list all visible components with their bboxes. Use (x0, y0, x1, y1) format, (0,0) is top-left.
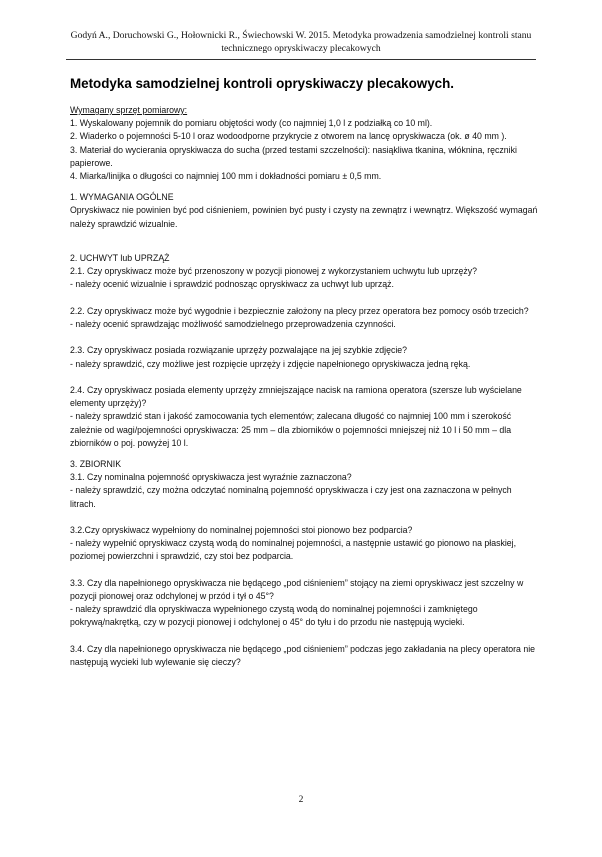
question: 2.4. Czy opryskiwacz posiada elementy uprzęży zmniejszające nacisk na ramiona operatora (szersze lub wyścielane elementy uprzęży)? (70, 385, 522, 409)
question: 3.4. Czy dla napełnionego opryskiwacza nie będącego „pod ciśnieniem” podczas jego zakładania na plecy operatora nie następują wycieki lub wylewanie się cieczy? (70, 643, 536, 668)
equipment-item: 2. Wiaderko o pojemności 5-10 l oraz wodoodporne przykrycie z otworem na lancę opryskiwacza (ok. ø 40 mm ). (70, 131, 507, 142)
header-divider (66, 59, 536, 60)
equipment-item: 3. Materiał do wycierania opryskiwacza do sucha (przed testami szczelności): nasiąkliwa tkanina, włóknina, ręczniki papierowe. (70, 144, 517, 168)
equipment-heading: Wymagany sprzęt pomiarowy: (70, 105, 188, 115)
question: 3.1. Czy nominalna pojemność opryskiwacza jest wyraźnie zaznaczona? (70, 472, 352, 483)
equipment-item: 4. Miarka/linijka o długości co najmniej 100 mm i dokładności pomiaru ± 0,5 mm. (70, 171, 382, 182)
question: 2.2. Czy opryskiwacz może być wygodnie i bezpiecznie założony na plecy przez operatora bez pomocy osób trzecich? (70, 305, 529, 316)
question: 3.2.Czy opryskiwacz wypełniony do nominalnej pojemności stoi pionowo bez podparcia? (70, 525, 413, 536)
header-line-2: technicznego opryskiwaczy plecakowych (221, 42, 381, 54)
question: 2.3. Czy opryskiwacz posiada rozwiązanie uprzęży pozwalające na jej szybkie zdjęcie? (70, 345, 408, 356)
document-body (70, 104, 538, 669)
header-line-1: Godyń A., Doruchowski G., Hołownicki R., Świechowski W. 2015. Metodyka prowadzenia samodzielnej kontroli stanu (70, 30, 532, 41)
section-1-text: Opryskiwacz nie powinien być pod ciśnieniem, powinien być pusty i czysty na zewnątrz i wewnątrz. Większość wymagań należy sprawdzić wizualnie. (70, 205, 538, 229)
answer: - należy sprawdzić dla opryskiwacza wypełnionego czystą wodą do nominalnej pojemności i zamkniętego pokrywą/nakrętką, czy w pozycji pionowej i odchylonej o 45° do tyłu i do przodu nie następują wycieki. (70, 604, 478, 628)
answer: - należy ocenić sprawdzając możliwość samodzielnego przeprowadzenia czynności. (70, 319, 396, 330)
equipment-item: 1. Wyskalowany pojemnik do pomiaru objętości wody (co najmniej 1,0 l z podziałką co 10 ml). (70, 118, 433, 129)
answer: - należy ocenić wizualnie i sprawdzić podnosząc opryskiwacz za uchwyt lub uprząż. (70, 279, 394, 290)
answer: - należy wypełnić opryskiwacz czystą wodą do nominalnej pojemności, a następnie ustawić go pionowo na płaskiej, poziomej powierzchni i sprawdzić, czy stoi bez podparcia. (70, 538, 516, 562)
section-3-heading: 3. ZBIORNIK (70, 459, 122, 470)
page-number: 2 (298, 795, 304, 805)
running-header (66, 30, 536, 55)
section-2-heading: 2. UCHWYT lub UPRZĄŻ (70, 253, 170, 264)
answer: - należy sprawdzić, czy można odczytać nominalną pojemność opryskiwacza i czy jest ona zaznaczona w pełnych litrach. (70, 485, 512, 509)
answer: - należy sprawdzić, czy możliwe jest rozpięcie uprzęży i zdjęcie napełnionego opryskiwacza jedną ręką. (70, 358, 471, 369)
section-1-heading: 1. WYMAGANIA OGÓLNE (70, 192, 174, 203)
answer: - należy sprawdzić stan i jakość zamocowania tych elementów; zalecana długość co najmniej 100 mm i szerokość zależnie od wagi/pojemności opryskiwacza: 25 mm – dla zbiorników o pojemności mniejszej niż 10 l i 50 mm – dla zbiorników o poj. powyżej 10 l. (70, 411, 512, 448)
question: 2.1. Czy opryskiwacz może być przenoszony w pozycji pionowej z wykorzystaniem uchwytu lub uprzęży? (70, 266, 478, 277)
document-title: Metodyka samodzielnej kontroli opryskiwaczy plecakowych. (70, 76, 454, 91)
question: 3.3. Czy dla napełnionego opryskiwacza nie będącego „pod ciśnieniem” stojący na ziemi opryskiwacz jest szczelny w pozycji pionowej oraz odchylonej w przód i tył o 45°? (70, 577, 524, 602)
